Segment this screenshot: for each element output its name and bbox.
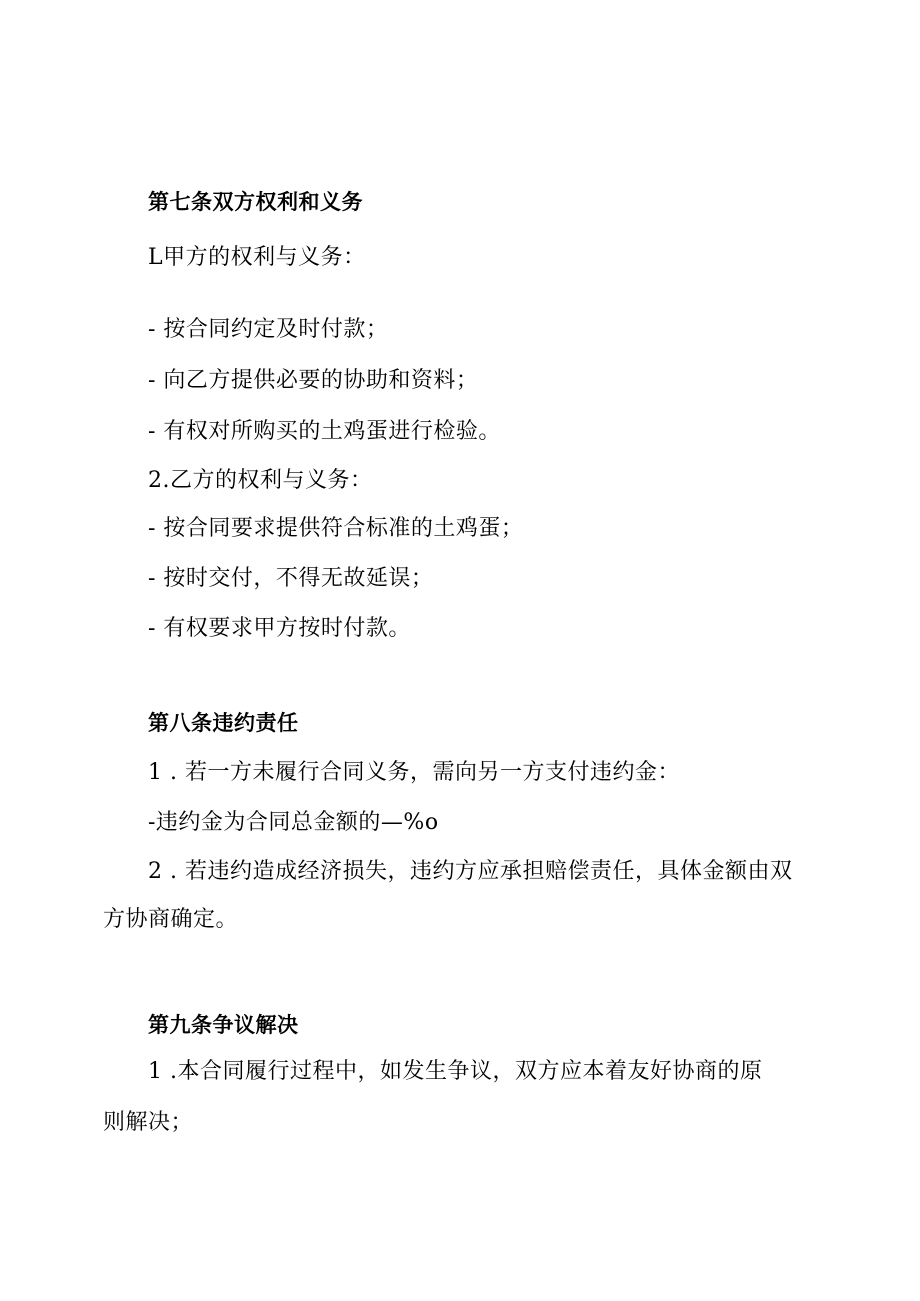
article-9-heading: 第九条争议解决 (148, 1013, 299, 1037)
party-b-item-2: - 按时交付，不得无故延误； (148, 566, 434, 591)
article-8-heading: 第八条违约责任 (148, 711, 299, 735)
article-8-item-2-line-2: 方协商确定。 (103, 907, 239, 932)
party-a-item-1: - 按合同约定及时付款； (148, 317, 389, 342)
article-9-item-1-line-1: 1 .本合同履行过程中，如发生争议，双方应本着友好协商的原 (148, 1059, 763, 1084)
party-b-title: 2.乙方的权利与义务： (148, 468, 373, 493)
article-9-item-1-line-2: 则解决； (103, 1110, 194, 1135)
article-8-item-1-sub: -违约金为合同总金额的—%o (148, 810, 439, 835)
party-a-item-2: - 向乙方提供必要的协助和资料； (148, 368, 479, 393)
party-b-item-3: - 有权要求甲方按时付款。 (148, 616, 411, 641)
article-8-item-2-line-1: 2 . 若违约造成经济损失，违约方应承担赔偿责任，具体金额由双 (148, 859, 793, 884)
article-7-heading: 第七条双方权利和义务 (148, 190, 363, 214)
party-a-title: L甲方的权利与义务： (148, 245, 366, 270)
party-a-item-3: - 有权对所购买的土鸡蛋进行检验。 (148, 419, 501, 444)
article-8-item-1: 1 . 若一方未履行合同义务，需向另一方支付违约金： (148, 760, 680, 785)
party-b-item-1: - 按合同要求提供符合标准的土鸡蛋； (148, 516, 524, 541)
